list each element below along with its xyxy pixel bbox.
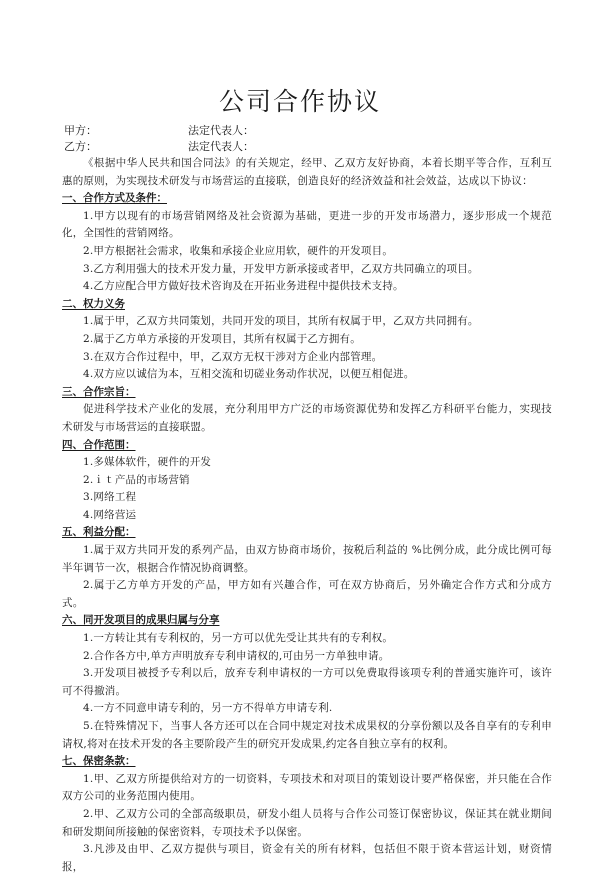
party-b-row (62, 139, 552, 155)
section-5 (62, 524, 552, 612)
section-item: 3.网络工程 (83, 491, 137, 504)
section-7 (62, 753, 552, 876)
section-item: 2.ｉｔ产品的市场营销 (83, 473, 190, 486)
section-item: 3.乙方利用强大的技术开发力量，开发甲方新承接或者甲，乙双方共同确立的项目。 (83, 262, 479, 275)
section-heading-text: 一、合作方式及条件： (62, 192, 167, 205)
party-b-label: 乙方： (64, 140, 97, 153)
document-title: 公司合作协议 (218, 87, 381, 116)
section-item: 3.在双方合作过程中，甲，乙双方无权干涉对方企业内部管理。 (83, 350, 383, 363)
section-item: 促进科学技术产业化的发展，充分利用甲方广泛的市场资源优势和发挥乙方科研平台能力，实现技术研发与市场营运的直接联盟。 (62, 403, 552, 433)
section-6 (62, 612, 552, 753)
section-heading-text: 六、同开发项目的成果归属与分享 (62, 614, 220, 627)
section-1 (62, 190, 552, 296)
party-a-label: 甲方： (64, 124, 97, 137)
section-item: 4.双方应以诚信为本，互相交流和切磋业务动作状况，以便互相促进。 (83, 368, 415, 381)
section-item: 4.乙方应配合甲方做好技术咨询及在开拓业务进程中提供技术支持。 (83, 280, 404, 293)
document-body (62, 123, 552, 876)
section-item: 3.开发项目被授予专利以后，放弃专利申请权的一方可以免费取得该项专利的普通实施许可，该许可不得撤消。 (62, 667, 552, 697)
section-heading (62, 612, 552, 630)
section-item: 1.甲方以现有的市场营销网络及社会资源为基础，更进一步的开发市场潜力，逐步形成一个规范化，全国性的营销网络。 (62, 209, 552, 240)
section-heading-text: 五、利益分配： (62, 526, 136, 539)
section-heading-text: 三、合作宗旨： (62, 385, 136, 398)
section-item: 1.属于双方共同开发的系列产品，由双方协商市场价，按税后利益的 %比例分成，此分成比例可每半年调节一次，根据合作情况协商调整。 (62, 544, 552, 574)
section-item: 2.甲方根据社会需求，收集和承接企业应用软，硬件的开发项目。 (83, 244, 394, 257)
section-item: 1.属于甲，乙双方共同策划，共同开发的项目，其所有权属于甲，乙双方共同拥有。 (83, 315, 479, 328)
section-item: 4.网络营运 (83, 508, 137, 521)
section-heading-text: 二、权力义务 (62, 297, 125, 310)
party-b-representative-label: 法定代表人： (188, 140, 254, 153)
section-item: 4.一方不同意申请专利的，另一方不得单方申请专利. (83, 702, 333, 715)
section-2 (62, 296, 552, 384)
preamble-paragraph: 《根据中华人民共和国合同法》的有关规定，经甲、乙双方友好协商，本着长期平等合作，互利互惠的原则，为实现技术研发与市场营运的直接联，创造良好的经济效益和社会效益，达成以下协议： (62, 157, 552, 187)
section-heading (62, 753, 552, 771)
section-4 (62, 437, 552, 525)
section-heading (62, 524, 552, 542)
section-heading (62, 384, 552, 402)
section-item: 1.一方转让其有专利权的，另一方可以优先受让其共有的专利权。 (83, 632, 394, 645)
party-a-row (62, 123, 552, 139)
party-a-representative-label: 法定代表人： (188, 124, 254, 137)
section-item: 5.在特殊情况下，当事人各方还可以在合同中规定对技术成果权的分享份额以及各自享有的专利申请权,将对在技术开发的各主要阶段产生的研究开发成果,约定各自独立享有的权利。 (62, 720, 552, 750)
section-item: 2.属于乙方单方承接的开发项目，其所有权属于乙方拥有。 (83, 332, 361, 345)
section-item: 1.甲、乙双方所提供给对方的一切资料，专项技术和对项目的策划设计要严格保密，并只能在合作双方公司的业务范围内使用。 (62, 772, 552, 803)
section-item: 2.甲、乙双方公司的全部高级职员，研发小组人员将与合作公司签订保密协议，保证其在就业期间和研发期间所接触的保密资料，专项技术予以保密。 (62, 807, 552, 838)
section-heading (62, 296, 552, 314)
section-item: 3.凡涉及由甲、乙双方提供与项目，资金有关的所有材料，包括但不限于资本营运计划，财资情报， (62, 843, 552, 873)
section-item: 1.多媒体软件，硬件的开发 (83, 456, 212, 469)
sections-container (62, 190, 552, 876)
section-heading (62, 190, 552, 208)
section-item: 2.合作各方中,单方声明放弃专利申请权的,可由另一方单独申请。 (83, 649, 390, 662)
section-heading-text: 四、合作范围： (62, 438, 136, 451)
section-item: 2.属于乙方单方开发的产品，甲方如有兴趣合作，可在双方协商后，另外确定合作方式和分成方式。 (62, 579, 552, 609)
section-heading-text: 七、保密条款： (62, 755, 136, 768)
section-3 (62, 384, 552, 437)
section-heading (62, 437, 552, 455)
